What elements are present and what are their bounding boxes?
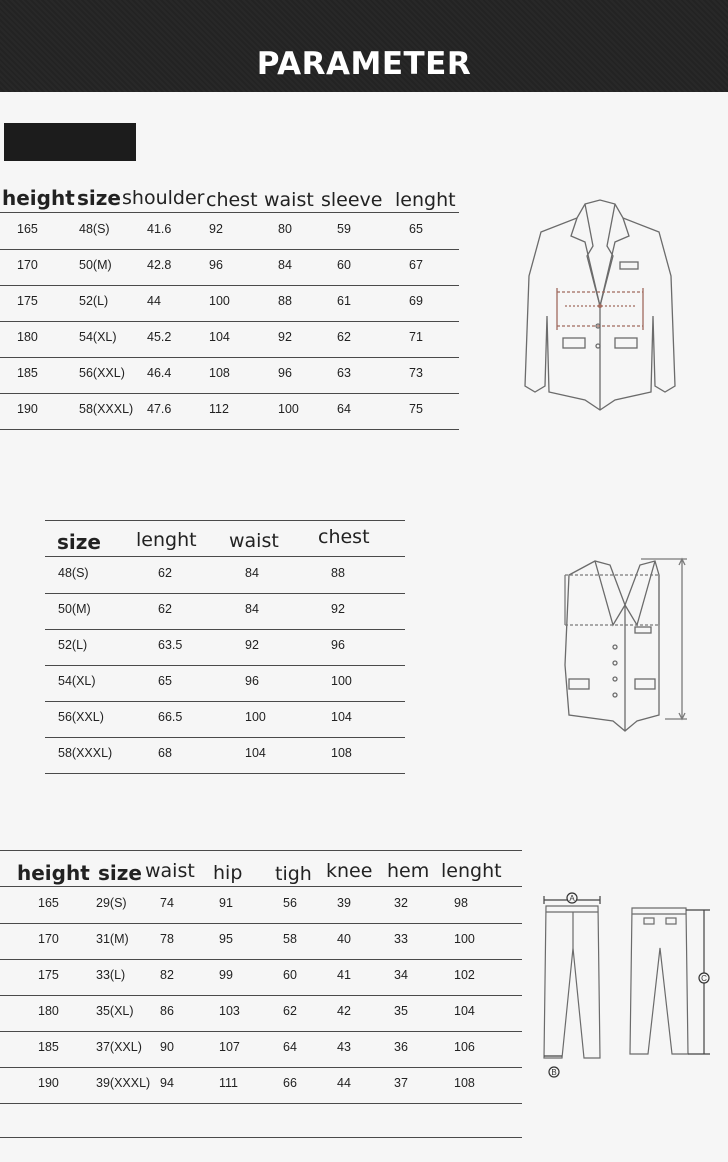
- jacket-cell-shoulder: 45.2: [147, 330, 172, 344]
- jacket-cell-height: 180: [17, 330, 38, 344]
- header-lenght: lenght: [441, 860, 502, 882]
- pants-cell-hem: 36: [394, 1040, 408, 1054]
- pants-cell-knee: 44: [337, 1076, 351, 1090]
- jacket-cell-height: 165: [17, 222, 38, 236]
- pants-cell-height: 165: [38, 896, 59, 910]
- pants-cell-hip: 103: [219, 1004, 240, 1018]
- jacket-illustration: [515, 196, 685, 411]
- header-waist: waist: [264, 189, 314, 211]
- black-label-box: [4, 123, 136, 161]
- pants-cell-hip: 111: [219, 1076, 239, 1090]
- vest-cell-chest: 92: [331, 602, 345, 616]
- vest-cell-waist: 104: [245, 746, 266, 760]
- jacket-cell-height: 190: [17, 402, 38, 416]
- pants-cell-height: 180: [38, 1004, 59, 1018]
- header-size: size: [57, 530, 101, 554]
- table-row: [0, 393, 459, 430]
- pants-cell-hem: 34: [394, 968, 408, 982]
- jacket-cell-chest: 104: [209, 330, 230, 344]
- vest-cell-size: 48(S): [58, 566, 89, 580]
- header-hip: hip: [213, 862, 243, 884]
- jacket-cell-size: 48(S): [79, 222, 110, 236]
- table-row: [45, 737, 405, 774]
- jacket-cell-height: 185: [17, 366, 38, 380]
- jacket-cell-chest: 112: [209, 402, 229, 416]
- jacket-cell-waist: 84: [278, 258, 292, 272]
- table-row: [45, 629, 405, 666]
- pants-cell-lenght: 102: [454, 968, 475, 982]
- pants-cell-size: 37(XXL): [96, 1040, 142, 1054]
- jacket-cell-waist: 96: [278, 366, 292, 380]
- vest-illustration: [555, 555, 695, 735]
- vest-cell-chest: 108: [331, 746, 352, 760]
- vest-cell-size: 58(XXXL): [58, 746, 113, 760]
- header-chest: chest: [318, 526, 370, 548]
- pants-cell-lenght: 104: [454, 1004, 475, 1018]
- pants-cell-hem: 32: [394, 896, 408, 910]
- vest-cell-lenght: 65: [158, 674, 172, 688]
- pants-cell-tigh: 62: [283, 1004, 297, 1018]
- jacket-cell-size: 50(M): [79, 258, 112, 272]
- jacket-cell-lenght: 73: [409, 366, 423, 380]
- pants-cell-knee: 42: [337, 1004, 351, 1018]
- table-row: [45, 665, 405, 702]
- jacket-cell-lenght: 67: [409, 258, 423, 272]
- pants-cell-size: 39(XXXL): [96, 1076, 151, 1090]
- jacket-cell-sleeve: 64: [337, 402, 351, 416]
- jacket-cell-shoulder: 42.8: [147, 258, 172, 272]
- table-row: [0, 887, 522, 924]
- vest-cell-waist: 92: [245, 638, 259, 652]
- table-row: [45, 557, 405, 594]
- header-size: size: [77, 186, 121, 210]
- header-lenght: lenght: [136, 529, 197, 551]
- pants-cell-hem: 35: [394, 1004, 408, 1018]
- vest-cell-chest: 96: [331, 638, 345, 652]
- header-waist: waist: [229, 530, 279, 552]
- jacket-cell-size: 56(XXL): [79, 366, 125, 380]
- pants-cell-knee: 40: [337, 932, 351, 946]
- vest-cell-lenght: 62: [158, 602, 172, 616]
- pants-cell-lenght: 106: [454, 1040, 475, 1054]
- pants-cell-waist: 82: [160, 968, 174, 982]
- pants-cell-tigh: 66: [283, 1076, 297, 1090]
- pants-cell-tigh: 60: [283, 968, 297, 982]
- pants-cell-height: 175: [38, 968, 59, 982]
- vest-cell-chest: 104: [331, 710, 352, 724]
- jacket-cell-chest: 108: [209, 366, 230, 380]
- pants-cell-tigh: 56: [283, 896, 297, 910]
- vest-cell-lenght: 63.5: [158, 638, 183, 652]
- pants-illustration: [540, 888, 720, 1083]
- vest-cell-chest: 88: [331, 566, 345, 580]
- table-row: [0, 1067, 522, 1104]
- jacket-cell-size: 52(L): [79, 294, 109, 308]
- pants-cell-hip: 99: [219, 968, 233, 982]
- header-height: height: [17, 861, 90, 885]
- pants-cell-size: 33(L): [96, 968, 126, 982]
- pants-cell-lenght: 108: [454, 1076, 475, 1090]
- jacket-cell-size: 54(XL): [79, 330, 117, 344]
- vest-cell-lenght: 66.5: [158, 710, 183, 724]
- table-row: [0, 357, 459, 394]
- pants-size-table: [0, 850, 523, 1140]
- jacket-cell-chest: 100: [209, 294, 230, 308]
- jacket-cell-lenght: 65: [409, 222, 423, 236]
- header-banner: [0, 0, 728, 92]
- pants-label-c: C: [701, 974, 707, 983]
- jacket-cell-chest: 96: [209, 258, 223, 272]
- jacket-cell-waist: 92: [278, 330, 292, 344]
- vest-cell-waist: 84: [245, 566, 259, 580]
- jacket-cell-shoulder: 47.6: [147, 402, 172, 416]
- jacket-cell-sleeve: 62: [337, 330, 351, 344]
- page-title: PARAMETER: [256, 46, 472, 82]
- header-tigh: tigh: [275, 863, 312, 885]
- vest-cell-size: 54(XL): [58, 674, 96, 688]
- table-row: [0, 995, 522, 1032]
- vest-cell-chest: 100: [331, 674, 352, 688]
- pants-cell-height: 185: [38, 1040, 59, 1054]
- jacket-cell-height: 170: [17, 258, 38, 272]
- vest-size-table: [45, 520, 406, 775]
- table-row: [0, 959, 522, 996]
- pants-cell-hem: 33: [394, 932, 408, 946]
- table-row: [0, 249, 459, 286]
- header-hem: hem: [387, 860, 430, 882]
- jacket-cell-waist: 88: [278, 294, 292, 308]
- vest-cell-waist: 96: [245, 674, 259, 688]
- pants-label-b: B: [551, 1068, 557, 1077]
- header-lenght: lenght: [395, 189, 456, 211]
- jacket-cell-sleeve: 61: [337, 294, 351, 308]
- jacket-cell-height: 175: [17, 294, 38, 308]
- vest-cell-lenght: 62: [158, 566, 172, 580]
- pants-cell-lenght: 100: [454, 932, 475, 946]
- jacket-cell-sleeve: 63: [337, 366, 351, 380]
- table-header-row: [0, 180, 459, 213]
- jacket-size-table: [0, 180, 460, 430]
- pants-cell-waist: 74: [160, 896, 174, 910]
- header-shoulder: shoulder: [122, 187, 205, 209]
- pants-cell-waist: 94: [160, 1076, 174, 1090]
- pants-cell-tigh: 64: [283, 1040, 297, 1054]
- header-waist: waist: [145, 860, 195, 882]
- jacket-cell-lenght: 71: [409, 330, 423, 344]
- table-row: [0, 923, 522, 960]
- table-row: [45, 701, 405, 738]
- jacket-cell-sleeve: 60: [337, 258, 351, 272]
- jacket-cell-shoulder: 44: [147, 294, 161, 308]
- header-height: height: [2, 186, 75, 210]
- jacket-cell-chest: 92: [209, 222, 223, 236]
- vest-cell-lenght: 68: [158, 746, 172, 760]
- vest-cell-size: 56(XXL): [58, 710, 104, 724]
- header-sleeve: sleeve: [321, 189, 383, 211]
- jacket-cell-shoulder: 41.6: [147, 222, 172, 236]
- pants-cell-waist: 90: [160, 1040, 174, 1054]
- jacket-cell-size: 58(XXXL): [79, 402, 134, 416]
- table-row: [0, 1031, 522, 1068]
- pants-label-a: A: [569, 894, 575, 903]
- vest-cell-size: 50(M): [58, 602, 91, 616]
- table-header-row: [45, 520, 405, 557]
- table-header-row: [0, 850, 522, 887]
- jacket-cell-sleeve: 59: [337, 222, 351, 236]
- pants-cell-height: 190: [38, 1076, 59, 1090]
- vest-cell-waist: 84: [245, 602, 259, 616]
- vest-cell-size: 52(L): [58, 638, 88, 652]
- jacket-cell-waist: 100: [278, 402, 299, 416]
- table-row: [0, 213, 459, 250]
- jacket-cell-waist: 80: [278, 222, 292, 236]
- pants-cell-waist: 86: [160, 1004, 174, 1018]
- table-bottom-rule: [0, 1137, 522, 1138]
- pants-cell-lenght: 98: [454, 896, 468, 910]
- pants-cell-waist: 78: [160, 932, 174, 946]
- vest-cell-waist: 100: [245, 710, 266, 724]
- pants-cell-size: 31(M): [96, 932, 129, 946]
- table-row: [0, 285, 459, 322]
- pants-cell-size: 29(S): [96, 896, 127, 910]
- pants-cell-knee: 43: [337, 1040, 351, 1054]
- pants-cell-knee: 41: [337, 968, 351, 982]
- pants-cell-tigh: 58: [283, 932, 297, 946]
- pants-cell-knee: 39: [337, 896, 351, 910]
- header-knee: knee: [326, 860, 373, 882]
- header-chest: chest: [206, 189, 258, 211]
- pants-cell-hip: 95: [219, 932, 233, 946]
- table-row: [45, 593, 405, 630]
- pants-cell-height: 170: [38, 932, 59, 946]
- pants-cell-hip: 107: [219, 1040, 240, 1054]
- pants-cell-size: 35(XL): [96, 1004, 134, 1018]
- jacket-cell-shoulder: 46.4: [147, 366, 172, 380]
- header-size: size: [98, 861, 142, 885]
- jacket-cell-lenght: 69: [409, 294, 423, 308]
- jacket-cell-lenght: 75: [409, 402, 423, 416]
- pants-cell-hip: 91: [219, 896, 233, 910]
- pants-cell-hem: 37: [394, 1076, 408, 1090]
- table-row: [0, 321, 459, 358]
